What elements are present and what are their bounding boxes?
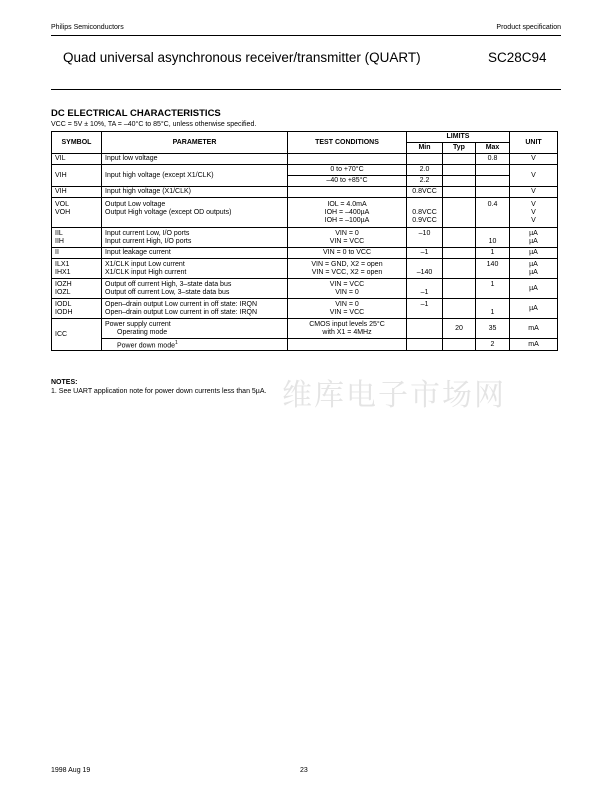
header-typ: Typ bbox=[443, 143, 476, 154]
header-test-conditions: TEST CONDITIONS bbox=[288, 132, 407, 154]
condition-line: VIN = VCC bbox=[329, 280, 365, 288]
condition-cell bbox=[288, 198, 407, 228]
note-reference: 1 bbox=[174, 340, 178, 346]
parameter-line: Open–drain output Low current in off state: IRQN bbox=[105, 300, 258, 308]
symbol-line: IIH bbox=[55, 237, 64, 245]
min-cell bbox=[407, 279, 443, 299]
unit-line: V bbox=[531, 200, 536, 208]
unit-cell bbox=[510, 259, 558, 279]
parameter-cell bbox=[102, 319, 288, 339]
max-line bbox=[479, 301, 506, 309]
table-row bbox=[52, 198, 558, 228]
symbol-cell: VIH bbox=[52, 165, 102, 187]
parameter-cell: Input leakage current bbox=[102, 248, 288, 259]
min-line bbox=[410, 281, 439, 289]
parameter-cell bbox=[102, 339, 288, 351]
doc-type: Product specification bbox=[496, 24, 561, 31]
typ-cell bbox=[443, 259, 476, 279]
unit-cell: mA bbox=[510, 339, 558, 351]
min-line bbox=[410, 238, 439, 246]
dc-characteristics-table bbox=[51, 131, 558, 351]
notes-heading: NOTES: bbox=[51, 379, 78, 386]
typ-cell bbox=[443, 165, 476, 176]
table-row bbox=[52, 248, 558, 259]
min-cell bbox=[407, 319, 443, 339]
max-line bbox=[479, 230, 506, 238]
parameter-line: Open–drain output Low current in off state: IRQN bbox=[105, 308, 258, 316]
symbol-line: IODH bbox=[55, 308, 73, 316]
max-line: 1 bbox=[490, 280, 495, 288]
max-line bbox=[479, 289, 506, 297]
min-line bbox=[410, 201, 439, 209]
symbol-line: IOZH bbox=[55, 280, 72, 288]
max-cell: 35 bbox=[476, 319, 510, 339]
table-row bbox=[52, 187, 558, 198]
min-line: –1 bbox=[420, 288, 429, 296]
header-symbol: SYMBOL bbox=[52, 132, 102, 154]
header-unit: UNIT bbox=[510, 132, 558, 154]
symbol-cell: VIL bbox=[52, 154, 102, 165]
header-limits: LIMITS bbox=[407, 132, 510, 143]
max-line bbox=[479, 269, 506, 277]
symbol-line: IOZL bbox=[55, 288, 71, 296]
unit-cell: mA bbox=[510, 319, 558, 339]
table-row bbox=[52, 165, 558, 176]
min-cell: 2.2 bbox=[407, 176, 443, 187]
condition-line: VIN = 0 bbox=[335, 300, 359, 308]
unit-line: V bbox=[531, 208, 536, 216]
typ-cell bbox=[443, 279, 476, 299]
min-line: –10 bbox=[418, 229, 431, 237]
section-conditions: VCC = 5V ± 10%, TA = –40°C to 85°C, unless otherwise specified. bbox=[51, 121, 257, 128]
parameter-line: Output Low voltage bbox=[105, 200, 166, 208]
unit-line: V bbox=[531, 216, 536, 224]
parameter-cell bbox=[102, 228, 288, 248]
condition-cell: VIN = 0 to VCC bbox=[288, 248, 407, 259]
parameter-line: Input current Low, I/O ports bbox=[105, 229, 190, 237]
header-min: Min bbox=[407, 143, 443, 154]
header-max: Max bbox=[476, 143, 510, 154]
condition-cell: 0 to +70°C bbox=[288, 165, 407, 176]
typ-cell bbox=[443, 339, 476, 351]
table-row bbox=[52, 299, 558, 319]
condition-line: CMOS input levels 25°C bbox=[309, 320, 385, 328]
symbol-line: VOL bbox=[55, 200, 70, 208]
typ-cell bbox=[443, 176, 476, 187]
min-line: –1 bbox=[420, 300, 429, 308]
table-row bbox=[52, 259, 558, 279]
table-row bbox=[52, 279, 558, 299]
footer-date: 1998 Aug 19 bbox=[51, 767, 91, 774]
max-cell bbox=[476, 228, 510, 248]
unit-line: µA bbox=[529, 229, 538, 237]
watermark: 维库电子市场网 bbox=[282, 378, 506, 413]
unit-line: µA bbox=[529, 237, 538, 245]
min-cell bbox=[407, 299, 443, 319]
symbol-cell bbox=[52, 228, 102, 248]
max-line: 10 bbox=[488, 237, 497, 245]
condition-line: with X1 = 4MHz bbox=[322, 328, 372, 336]
condition-line: VIN = VCC bbox=[329, 237, 365, 245]
parameter-cell bbox=[102, 259, 288, 279]
max-cell bbox=[476, 187, 510, 198]
max-line bbox=[479, 209, 506, 217]
symbol-cell: ICC bbox=[52, 319, 102, 351]
unit-line: µA bbox=[529, 260, 538, 268]
symbol-line: VOH bbox=[55, 208, 71, 216]
unit-cell: µA bbox=[510, 299, 558, 319]
section-title: DC ELECTRICAL CHARACTERISTICS bbox=[51, 108, 221, 119]
header-rule-bottom bbox=[51, 89, 561, 90]
parameter-line: X1/CLK input High current bbox=[105, 268, 187, 276]
condition-cell: –40 to +85°C bbox=[288, 176, 407, 187]
symbol-cell bbox=[52, 259, 102, 279]
parameter-cell: Input low voltage bbox=[102, 154, 288, 165]
parameter-line: Output off current High, 3–state data bus bbox=[105, 280, 232, 288]
condition-cell bbox=[288, 339, 407, 351]
condition-cell bbox=[288, 228, 407, 248]
min-line: 0.8VCC bbox=[412, 208, 437, 216]
symbol-cell bbox=[52, 198, 102, 228]
parameter-cell bbox=[102, 279, 288, 299]
min-cell: –1 bbox=[407, 248, 443, 259]
symbol-cell: II bbox=[52, 248, 102, 259]
parameter-line: X1/CLK input Low current bbox=[105, 260, 185, 268]
condition-cell bbox=[288, 279, 407, 299]
min-line: 0.9VCC bbox=[412, 216, 437, 224]
max-cell bbox=[476, 165, 510, 176]
min-cell: 0.8VCC bbox=[407, 187, 443, 198]
condition-cell bbox=[288, 259, 407, 279]
condition-line: VIN = 0 bbox=[335, 288, 359, 296]
symbol-line: IODL bbox=[55, 300, 72, 308]
min-cell bbox=[407, 198, 443, 228]
unit-cell: V bbox=[510, 165, 558, 187]
max-cell bbox=[476, 259, 510, 279]
parameter-cell: Input high voltage (X1/CLK) bbox=[102, 187, 288, 198]
parameter-cell bbox=[102, 299, 288, 319]
parameter-line: Input current High, I/O ports bbox=[105, 237, 192, 245]
typ-cell bbox=[443, 198, 476, 228]
min-cell bbox=[407, 339, 443, 351]
header-parameter: PARAMETER bbox=[102, 132, 288, 154]
symbol-line bbox=[55, 217, 98, 225]
typ-cell bbox=[443, 228, 476, 248]
parameter-line: Power supply current bbox=[105, 320, 171, 328]
symbol-line: IIL bbox=[55, 229, 63, 237]
power-down-label: Power down mode bbox=[117, 342, 175, 350]
max-cell bbox=[476, 198, 510, 228]
unit-cell: µA bbox=[510, 279, 558, 299]
unit-cell: µA bbox=[510, 248, 558, 259]
max-cell: 1 bbox=[476, 248, 510, 259]
typ-cell bbox=[443, 299, 476, 319]
symbol-line: ILX1 bbox=[55, 260, 70, 268]
condition-line: IOL = 4.0mA bbox=[327, 200, 367, 208]
table-row bbox=[52, 339, 558, 351]
min-line bbox=[410, 261, 439, 269]
condition-line: VIN = 0 bbox=[335, 229, 359, 237]
max-line bbox=[479, 217, 506, 225]
min-cell bbox=[407, 154, 443, 165]
min-cell bbox=[407, 259, 443, 279]
parameter-line: Output High voltage (except OD outputs) bbox=[105, 208, 232, 216]
table-row bbox=[52, 154, 558, 165]
note-item: 1. See UART application note for power down currents less than 5µA. bbox=[51, 388, 267, 395]
max-cell bbox=[476, 299, 510, 319]
condition-line: VIN = VCC bbox=[329, 308, 365, 316]
min-line: –140 bbox=[416, 268, 433, 276]
unit-cell: V bbox=[510, 187, 558, 198]
unit-cell bbox=[510, 198, 558, 228]
condition-line: VIN = VCC, X2 = open bbox=[311, 268, 383, 276]
parameter-cell bbox=[102, 198, 288, 228]
max-line: 140 bbox=[486, 260, 499, 268]
header-rule-top bbox=[51, 35, 561, 36]
table-row bbox=[52, 319, 558, 339]
max-line: 1 bbox=[490, 308, 495, 316]
max-cell bbox=[476, 176, 510, 187]
typ-cell: 20 bbox=[443, 319, 476, 339]
company-name: Philips Semiconductors bbox=[51, 24, 124, 31]
page-title: Quad universal asynchronous receiver/transmitter (QUART) bbox=[63, 50, 421, 65]
symbol-line: IHX1 bbox=[55, 268, 71, 276]
condition-line: VIN = GND, X2 = open bbox=[311, 260, 383, 268]
parameter-line: Operating mode bbox=[117, 328, 168, 336]
condition-line: IOH = –400µA bbox=[324, 208, 370, 216]
symbol-cell bbox=[52, 299, 102, 319]
condition-cell bbox=[288, 154, 407, 165]
parameter-line bbox=[105, 217, 284, 225]
symbol-cell bbox=[52, 279, 102, 299]
unit-cell bbox=[510, 228, 558, 248]
max-cell bbox=[476, 279, 510, 299]
unit-line: µA bbox=[529, 268, 538, 276]
max-cell: 0.8 bbox=[476, 154, 510, 165]
parameter-cell: Input high voltage (except X1/CLK) bbox=[102, 165, 288, 187]
min-cell: 2.0 bbox=[407, 165, 443, 176]
condition-cell bbox=[288, 187, 407, 198]
unit-cell: V bbox=[510, 154, 558, 165]
min-line bbox=[410, 309, 439, 317]
min-cell bbox=[407, 228, 443, 248]
condition-line: IOH = –100µA bbox=[324, 216, 370, 224]
page-number: 23 bbox=[300, 767, 308, 774]
table-row bbox=[52, 228, 558, 248]
parameter-line: Output off current Low, 3–state data bus bbox=[105, 288, 230, 296]
typ-cell bbox=[443, 187, 476, 198]
condition-cell bbox=[288, 299, 407, 319]
max-line: 0.4 bbox=[487, 200, 498, 208]
typ-cell bbox=[443, 248, 476, 259]
part-number: SC28C94 bbox=[488, 50, 547, 65]
symbol-cell: VIH bbox=[52, 187, 102, 198]
typ-cell bbox=[443, 154, 476, 165]
condition-cell bbox=[288, 319, 407, 339]
max-cell: 2 bbox=[476, 339, 510, 351]
